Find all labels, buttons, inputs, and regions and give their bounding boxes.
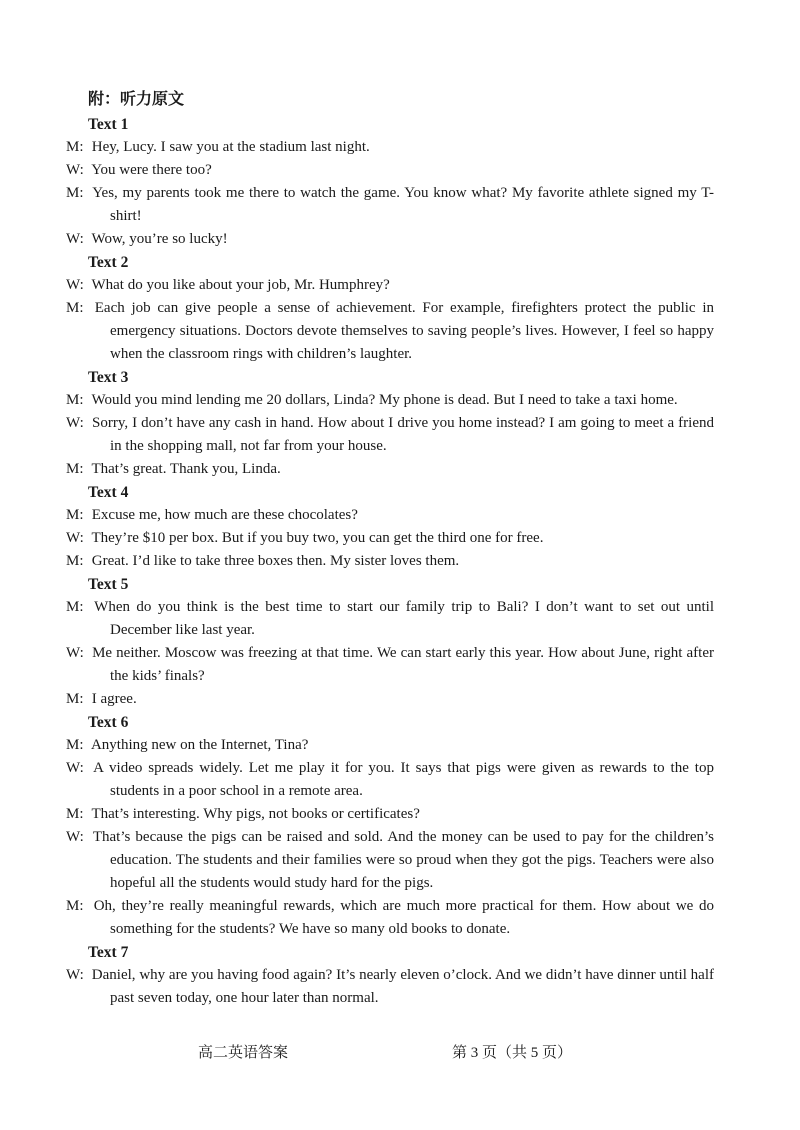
dialogue-text: Each job can give people a sense of achievement. For example, firefighters protect the public in emergency situations. Doctors devote themselves to saving people’s lives. However, I feel so happy when the classroom rings with children’s laughter. xyxy=(94,300,714,362)
section-heading: Text 2 xyxy=(88,254,129,271)
dialogue-text: Yes, my parents took me there to watch the game. You know what? My favorite athlete signed my T-shirt! xyxy=(92,185,714,224)
dialogue-text: When do you think is the best time to start our family trip to Bali? I don’t want to set out until December like last year. xyxy=(94,599,714,638)
dialogue-line: W: That’s because the pigs can be raised and sold. And the money can be used to pay for the children’s education. The students and their families were so proud when they got the pigs. Teachers were also hopeful all the students would study hard for the pigs. xyxy=(66,829,714,891)
dialogue-text: That’s interesting. Why pigs, not books or certificates? xyxy=(91,806,420,822)
dialogue-text: Would you mind lending me 20 dollars, Linda? My phone is dead. But I need to take a taxi home. xyxy=(91,392,678,408)
dialogue-text: Hey, Lucy. I saw you at the stadium last night. xyxy=(91,139,370,155)
section-heading: Text 6 xyxy=(88,714,129,731)
dialogue-line: M: Excuse me, how much are these chocolates? xyxy=(66,507,358,523)
dialogue-line: W: Wow, you’re so lucky! xyxy=(66,231,228,247)
section-heading: Text 1 xyxy=(88,116,129,133)
dialogue-line: M: Oh, they’re really meaningful rewards, which are much more practical for them. How about we do something for the students? We have so many old books to donate. xyxy=(66,898,715,937)
dialogue-text: Oh, they’re really meaningful rewards, which are much more practical for them. How about we do something for the students? We have so many old books to donate. xyxy=(93,898,715,937)
dialogue-text: That’s great. Thank you, Linda. xyxy=(91,461,281,477)
dialogue-text: Me neither. Moscow was freezing at that time. We can start early this year. How about June, right after the kids’ finals? xyxy=(92,645,714,684)
dialogue-text: What do you like about your job, Mr. Humphrey? xyxy=(91,277,390,293)
transcript-page xyxy=(66,88,715,1010)
dialogue-text: Anything new on the Internet, Tina? xyxy=(90,737,309,753)
text-section-6 xyxy=(66,711,715,941)
page-title: 附：听力原文 xyxy=(88,91,185,108)
text-section-2 xyxy=(66,251,714,366)
dialogue-line: M: Each job can give people a sense of achievement. For example, firefighters protect the public in emergency situations. Doctors devote themselves to saving people’s lives. However, I feel so happy when the classroom rings with children’s laughter. xyxy=(66,300,714,362)
dialogue-line: M: Anything new on the Internet, Tina? xyxy=(66,737,309,753)
dialogue-text: Sorry, I don’t have any cash in hand. How about I drive you home instead? I am going to meet a friend in the shopping mall, not far from your house. xyxy=(92,415,714,454)
dialogue-line: W: You were there too? xyxy=(66,162,212,178)
section-heading: Text 4 xyxy=(88,484,129,501)
footer-page-number: 第 3 页（共 5 页） xyxy=(452,1045,573,1061)
dialogue-text: That’s because the pigs can be raised and sold. And the money can be used to pay for the children’s education. The students and their families were so proud when they got the pigs. Teachers were also hopeful all the students would study hard for the pigs. xyxy=(92,829,714,891)
dialogue-line: W: Sorry, I don’t have any cash in hand. How about I drive you home instead? I am going to meet a friend in the shopping mall, not far from your house. xyxy=(66,415,714,454)
text-section-1 xyxy=(66,113,714,251)
dialogue-line: M: I agree. xyxy=(66,691,137,707)
dialogue-text: I agree. xyxy=(91,691,137,707)
dialogue-text: You were there too? xyxy=(91,162,212,178)
section-heading: Text 5 xyxy=(88,576,129,593)
dialogue-text: A video spreads widely. Let me play it for you. It says that pigs were given as rewards to the top students in a poor school in a remote area. xyxy=(93,760,714,799)
footer-exam-name: 高二英语答案 xyxy=(198,1045,289,1061)
text-section-3 xyxy=(66,366,714,481)
dialogue-line: M: That’s great. Thank you, Linda. xyxy=(66,461,281,477)
text-section-5 xyxy=(66,573,714,711)
text-section-4 xyxy=(66,481,714,573)
dialogue-line: W: Me neither. Moscow was freezing at that time. We can start early this year. How about June, right after the kids’ finals? xyxy=(66,645,714,684)
dialogue-line: W: They’re $10 per box. But if you buy two, you can get the third one for free. xyxy=(66,530,544,546)
dialogue-line: W: What do you like about your job, Mr. Humphrey? xyxy=(66,277,390,293)
dialogue-text: Daniel, why are you having food again? It’s nearly eleven o’clock. And we didn’t have dinner until half past seven today, one hour later than normal. xyxy=(91,967,715,1006)
dialogue-line: M: Great. I’d like to take three boxes then. My sister loves them. xyxy=(66,553,460,569)
section-heading: Text 7 xyxy=(88,944,129,961)
dialogue-line: M: Hey, Lucy. I saw you at the stadium last night. xyxy=(66,139,370,155)
dialogue-text: Wow, you’re so lucky! xyxy=(91,231,228,247)
dialogue-line: M: When do you think is the best time to start our family trip to Bali? I don’t want to set out until December like last year. xyxy=(66,599,714,638)
dialogue-text: Great. I’d like to take three boxes then. My sister loves them. xyxy=(91,553,460,569)
dialogue-line: M: Would you mind lending me 20 dollars, Linda? My phone is dead. But I need to take a taxi home. xyxy=(66,392,678,408)
dialogue-line: M: That’s interesting. Why pigs, not books or certificates? xyxy=(66,806,420,822)
dialogue-line: W: A video spreads widely. Let me play it for you. It says that pigs were given as rewards to the top students in a poor school in a remote area. xyxy=(66,760,714,799)
section-heading: Text 3 xyxy=(88,369,129,386)
dialogue-text: They’re $10 per box. But if you buy two, you can get the third one for free. xyxy=(91,530,544,546)
dialogue-text: Excuse me, how much are these chocolates? xyxy=(91,507,358,523)
dialogue-line: M: Yes, my parents took me there to watch the game. You know what? My favorite athlete signed my T-shirt! xyxy=(66,185,714,224)
text-section-7 xyxy=(66,941,715,1010)
dialogue-line: W: Daniel, why are you having food again? It’s nearly eleven o’clock. And we didn’t have dinner until half past seven today, one hour later than normal. xyxy=(66,967,715,1006)
